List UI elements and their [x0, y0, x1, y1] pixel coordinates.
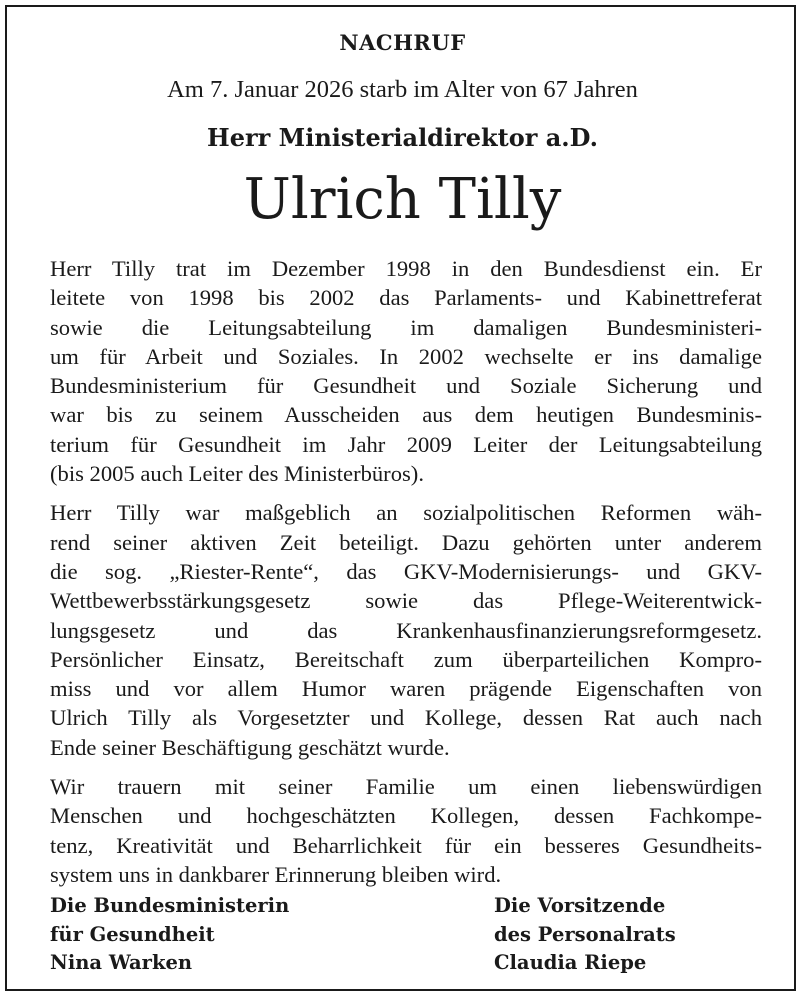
text-line: Wir trauern mit seiner Familie um einen liebenswürdigen [50, 774, 762, 800]
paragraph-achievements [50, 498, 762, 762]
paragraph-mourning [50, 772, 762, 889]
text-line: lungsgesetz und das Krankenhausfinanzierungsreformgesetz. [50, 617, 762, 643]
text-line: Menschen und hochgeschätzten Kollegen, dessen Fachkompe- [50, 803, 762, 829]
text-line: system uns in dankbarer Erinnerung bleiben wird. [50, 861, 502, 887]
obituary-body [50, 254, 762, 899]
text-line: Persönlicher Einsatz, Bereitschaft zum überparteilichen Kompro- [50, 646, 762, 672]
deceased-name: Ulrich Tilly [243, 167, 562, 232]
death-date-line: Am 7. Januar 2026 starb im Alter von 67 Jahren [167, 76, 638, 103]
text-line: war bis zu seinem Ausscheiden aus dem heutigen Bundesminis- [50, 402, 762, 428]
signature-name: Claudia Riepe [494, 951, 647, 974]
text-line: Herr Tilly trat im Dezember 1998 in den Bundesdienst ein. Er [50, 256, 762, 281]
text-line: Ulrich Tilly als Vorgesetzter und Kollege, dessen Rat auch nach [50, 705, 762, 731]
text-line: um für Arbeit und Soziales. In 2002 wechselte er ins damalige [50, 343, 762, 369]
text-line: leitete von 1998 bis 2002 das Parlaments- und Kabinettreferat [50, 285, 762, 311]
signature-name: Nina Warken [50, 951, 193, 974]
honorific-title: Herr Ministerialdirektor a.D. [207, 123, 598, 152]
text-line: Herr Tilly war maßgeblich an sozialpolitischen Reformen wäh- [50, 500, 762, 526]
text-line: Wettbewerbsstärkungsgesetz sowie das Pflege-Weiterentwick- [50, 588, 762, 614]
signature-staff-council [494, 892, 676, 978]
obituary-label: NACHRUF [339, 30, 466, 55]
text-line: terium für Gesundheit im Jahr 2009 Leiter der Leitungsabteilung [50, 431, 762, 457]
text-line: die sog. „Riester-Rente“, das GKV-Modernisierungs- und GKV- [50, 558, 762, 584]
signature-minister [50, 892, 289, 978]
text-line: sowie die Leitungsabteilung im damaligen Bundesministeri- [50, 314, 762, 340]
signature-line: des Personalrats [494, 922, 676, 946]
paragraph-career [50, 254, 762, 488]
text-line: miss und vor allem Humor waren prägende Eigenschaften von [50, 676, 762, 702]
text-line: tenz, Kreativität und Beharrlichkeit für ein besseres Gesundheits- [50, 832, 762, 858]
text-line: rend seiner aktiven Zeit beteiligt. Dazu gehörten unter anderem [50, 529, 762, 555]
text-line: (bis 2005 auch Leiter des Ministerbüros). [50, 461, 424, 487]
text-line: Bundesministerium für Gesundheit und Soziale Sicherung und [50, 373, 762, 399]
signature-line: für Gesundheit [50, 922, 215, 946]
text-line: Ende seiner Beschäftigung geschätzt wurde. [50, 734, 450, 760]
signature-line: Die Vorsitzende [494, 894, 666, 917]
signature-line: Die Bundesministerin [50, 894, 290, 917]
